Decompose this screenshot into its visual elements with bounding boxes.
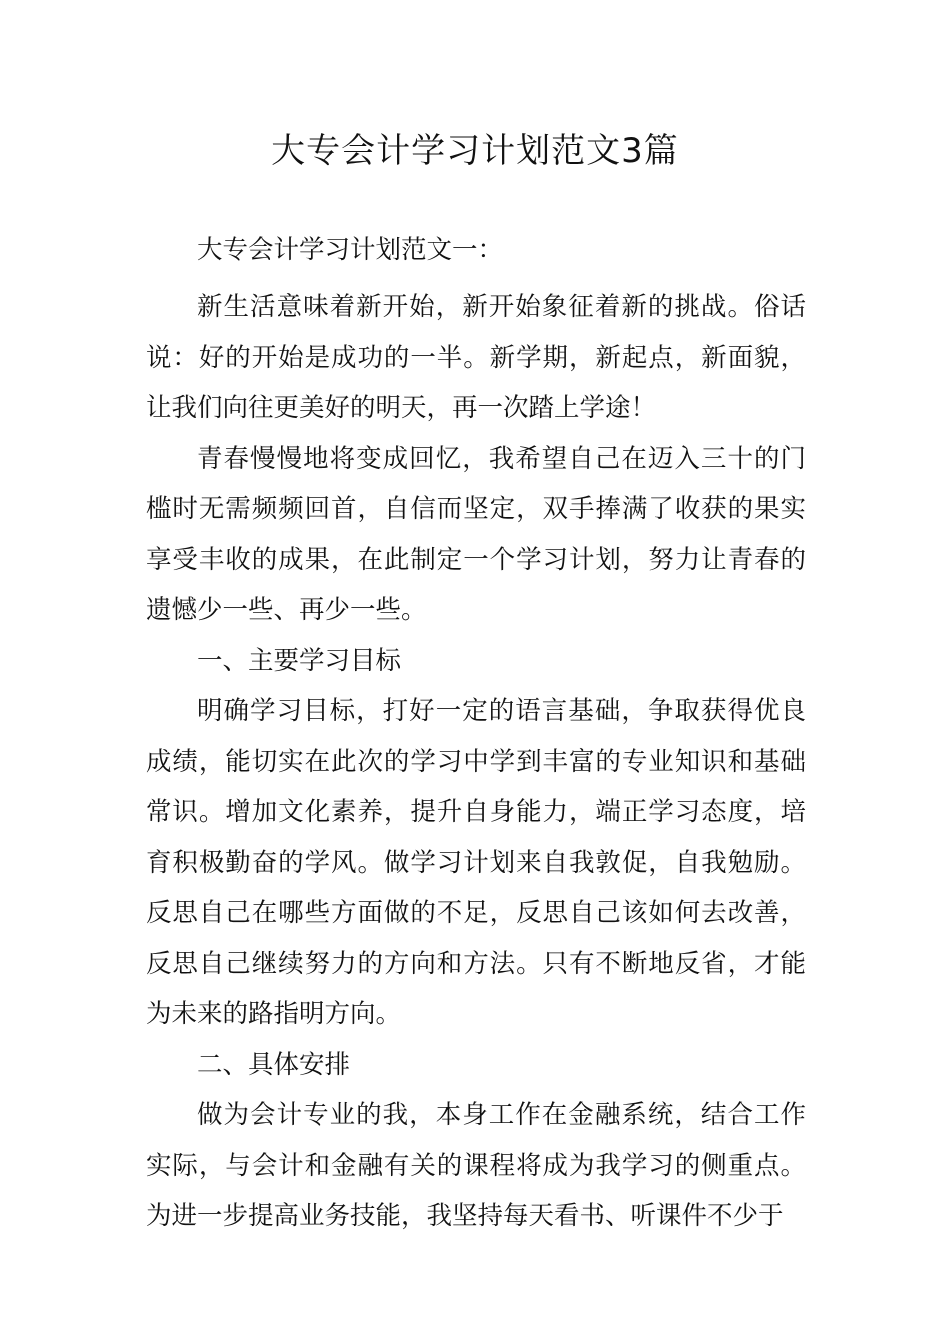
section-heading: 一、主要学习目标: [197, 645, 402, 676]
paragraph: 明确学习目标，打好一定的语言基础，争取获得优良成绩，能切实在此次的学习中学到丰富的专业知识和基础常识。增加文化素养，提升自身能力，端正学习态度，培育积极勤奋的学风。做学习计划来自我敦促，自我勉励。反思自己在哪些方面做的不足，反思自己该如何去改善，反思自己继续努力的方向和方法。只有不断地反省，才能为未来的路指明方向。: [146, 696, 806, 1029]
paragraph: 做为会计专业的我，本身工作在金融系统，结合工作实际，与会计和金融有关的课程将成为我学习的侧重点。为进一步提高业务技能，我坚持每天看书、听课件不少于: [146, 1100, 806, 1231]
paragraph: 青春慢慢地将变成回忆，我希望自己在迈入三十的门槛时无需频频回首，自信而坚定，双手捧满了收获的果实享受丰收的成果，在此制定一个学习计划，努力让青春的遗憾少一些、再少一些。: [146, 443, 806, 625]
section-heading: 二、具体安排: [197, 1049, 351, 1080]
document-title: 大专会计学习计划范文3篇: [271, 131, 679, 171]
paragraph: 新生活意味着新开始，新开始象征着新的挑战。俗话说：好的开始是成功的一半。新学期，新起点，新面貌，让我们向往更美好的明天，再一次踏上学途！: [146, 292, 806, 423]
document-body: [146, 224, 806, 1242]
paragraph-intro: 大专会计学习计划范文一：: [197, 235, 504, 265]
